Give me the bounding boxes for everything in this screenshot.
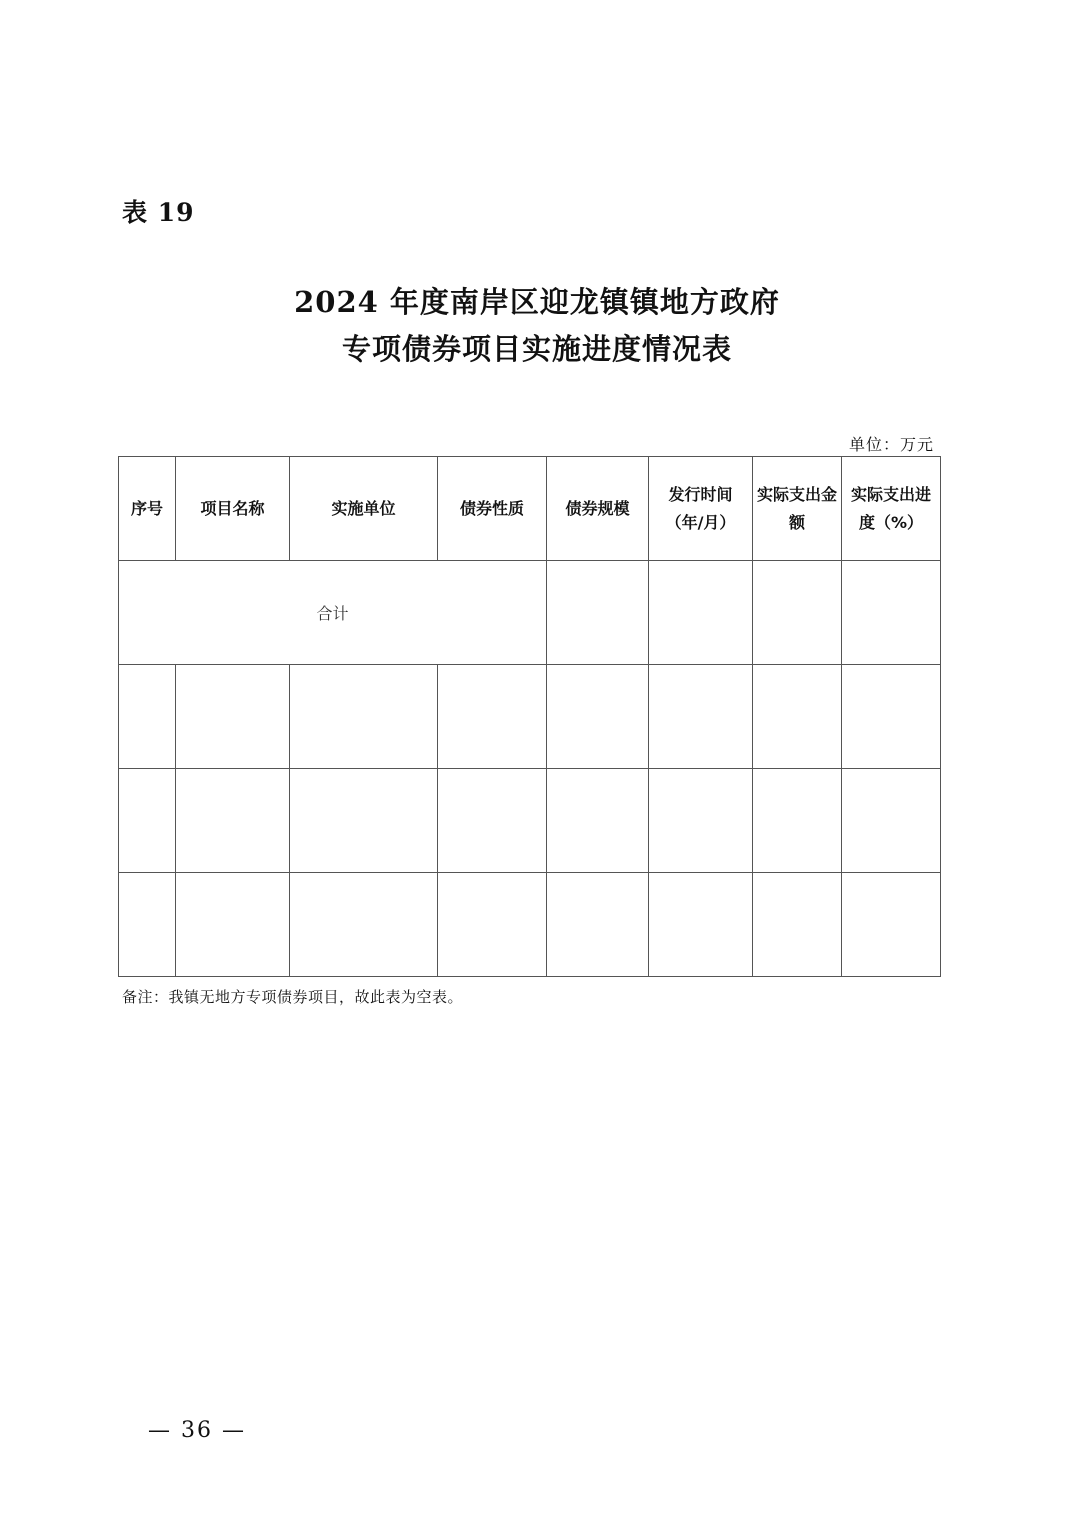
table-cell [176,873,290,977]
unit-label: 单位：万元 [848,435,934,454]
table-cell [290,665,438,769]
total-row [119,561,941,665]
total-label-cell: 合计 [119,561,547,665]
table-cell [547,561,649,665]
document-title-line-2: 专项债券项目实施进度情况表 [341,332,732,366]
table-cell [438,769,547,873]
page-number: — 36 — [148,1418,246,1443]
table-cell [438,873,547,977]
table-cell [753,665,842,769]
table-cell [176,665,290,769]
document-title-line-1: 2024 年度南岸区迎龙镇镇地方政府 [294,285,780,319]
table-note: 备注：我镇无地方专项债券项目，故此表为空表。 [122,988,464,1006]
table-row [119,873,941,977]
header-row [119,457,941,561]
table-cell [119,769,176,873]
table-cell [842,769,941,873]
table-row [119,665,941,769]
table-cell [119,665,176,769]
table-cell [438,665,547,769]
table-cell [649,769,753,873]
table-number-label: 表 19 [122,198,195,227]
table-cell [842,873,941,977]
header-cell: 债券规模 [547,457,649,561]
header-cell: 实际支出进度（%） [842,457,941,561]
header-cell: 发行时间（年/月） [649,457,753,561]
header-cell: 序号 [119,457,176,561]
bond-progress-table [118,456,941,977]
table-cell [753,561,842,665]
table-cell [753,769,842,873]
table-cell [119,873,176,977]
table-cell [290,873,438,977]
header-cell: 实际支出金额 [753,457,842,561]
table-cell [176,769,290,873]
header-cell: 实施单位 [290,457,438,561]
table-cell [649,561,753,665]
table-cell [753,873,842,977]
table-cell [842,561,941,665]
table-cell [290,769,438,873]
table-cell [547,665,649,769]
table-row [119,769,941,873]
table-cell [842,665,941,769]
table-cell [547,769,649,873]
table-cell [547,873,649,977]
table-cell [649,665,753,769]
header-cell: 债券性质 [438,457,547,561]
header-cell: 项目名称 [176,457,290,561]
table-cell [649,873,753,977]
